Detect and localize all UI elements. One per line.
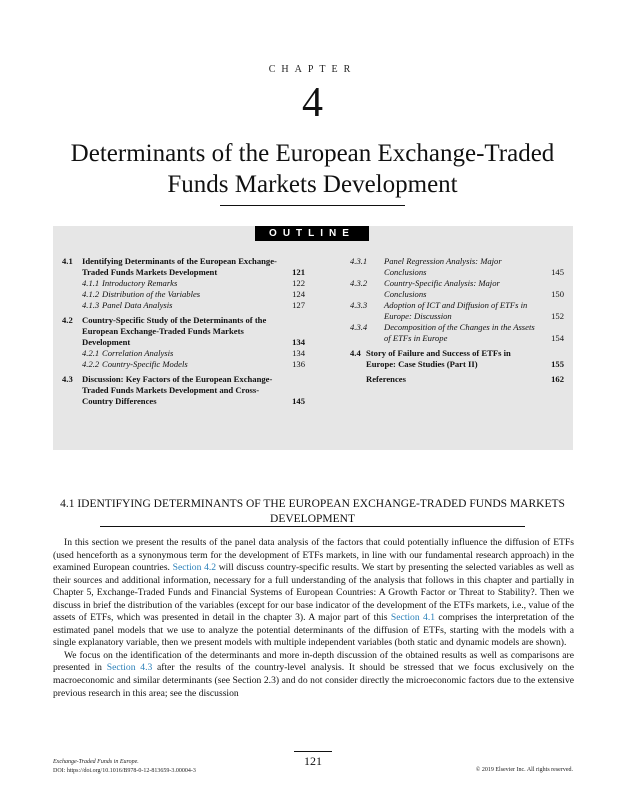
outline-entry[interactable] xyxy=(350,278,564,300)
outline-entry[interactable] xyxy=(62,359,305,370)
outline-entry[interactable] xyxy=(350,256,564,278)
outline-entry-page: 134 xyxy=(292,337,305,347)
outline-entry-number: 4.2.2 xyxy=(82,359,100,369)
footer-citation xyxy=(53,758,293,776)
outline-entry-title: Country-Specific Analysis: Major Conclusions xyxy=(384,278,500,299)
outline-entry-number: 4.2.1 xyxy=(82,348,100,358)
outline-entry-title: Decomposition of the Changes in the Assets of ETFs in Europe xyxy=(384,322,535,343)
outline-entry-number: 4.1.1 xyxy=(82,278,100,288)
section-heading: 4.1 IDENTIFYING DETERMINANTS OF THE EUROPEAN EXCHANGE-TRADED FUNDS MARKETS DEVELOPMENT xyxy=(60,498,565,525)
chapter-number: 4 xyxy=(302,80,323,126)
outline-entry-title: Panel Regression Analysis: Major Conclusions xyxy=(384,256,502,277)
outline-entry-title: Country-Specific Models xyxy=(102,359,188,369)
outline-entry-title: Discussion: Key Factors of the European Exchange-Traded Funds Markets Development and Cross-Country Differences xyxy=(82,374,273,406)
outline-entry-number: 4.3.3 xyxy=(350,300,368,310)
outline-entry-title: Distribution of the Variables xyxy=(102,289,201,299)
outline-entry-title: Adoption of ICT and Diffusion of ETFs in Europe: Discussion xyxy=(384,300,528,321)
outline-entry-title: Panel Data Analysis xyxy=(102,300,173,310)
outline-entry-title: Introductory Remarks xyxy=(102,278,178,288)
outline-entry-page: 122 xyxy=(292,278,305,288)
outline-tab: OUTLINE xyxy=(255,226,369,241)
p1-text-b: will discuss country-specific results. We start by presenting the selected variables as well as their sources and additional information, necessary for a full understanding of the analysis that follows in this chapter and partially in Chapter 5, Exchange-Traded Funds and Financial Systems of European Countries: A Growth Factor or Threat to Stability?. Then we discuss in brief the distribution of the variables (except for our base indicator of the development of the ETFs markets, i.e., value of the assets of ETFs, which was presented in detail in the chapter 3). A major part of this xyxy=(53,562,575,624)
p1-text-a: In this section we present the results of the panel data analysis of the factors that could potentially influence the diffusion of ETFs (used henceforth as a synonymous term for the development of ETFs markets, in line with our fundamental research approach) in the examined European countries. xyxy=(53,537,574,574)
outline-entry-number: 4.3.4 xyxy=(350,322,368,332)
page-number: 121 xyxy=(304,754,322,768)
outline-entry-title: Identifying Determinants of the European Exchange-Traded Funds Markets Development xyxy=(82,256,277,277)
section-4-1-link[interactable]: Section 4.1 xyxy=(390,612,436,624)
outline-entry-number: 4.3.2 xyxy=(350,278,368,288)
outline-entry[interactable] xyxy=(62,374,305,407)
outline-entry[interactable] xyxy=(350,348,564,370)
section-4-2-link[interactable]: Section 4.2 xyxy=(172,562,217,574)
copyright: © 2019 Elsevier Inc. All rights reserved. xyxy=(475,767,573,773)
outline-entry[interactable] xyxy=(62,300,305,311)
chapter-title: Determinants of the European Exchange-Traded Funds Markets Development xyxy=(70,140,555,198)
footer-doi[interactable]: DOI: https://doi.org/10.1016/B978-0-12-813659-3.00004-3 xyxy=(53,768,196,774)
outline-entry-number: 4.3 xyxy=(62,374,73,384)
footer-journal: Exchange-Traded Funds in Europe. xyxy=(53,759,139,765)
outline-entry-page: 134 xyxy=(292,348,305,358)
outline-entry[interactable] xyxy=(62,289,305,300)
outline-entry[interactable] xyxy=(62,315,305,348)
outline-entry-page: 145 xyxy=(292,396,305,406)
body-text xyxy=(53,537,574,700)
footer-rule xyxy=(294,751,332,752)
outline-entry-title: References xyxy=(366,374,406,384)
outline-entry[interactable] xyxy=(62,256,305,278)
outline-column-right xyxy=(350,256,564,385)
section-4-3-link[interactable]: Section 4.3 xyxy=(106,662,153,674)
p1-text-c: comprises the interpretation of the estimated panel models that we use to analyze the potential determinants of the diffusion of ETFs, starting with the models with a single explanatory variable, then we present models with multiple independent variables (both static and dynamic models are shown). xyxy=(53,612,574,649)
outline-entry-page: 121 xyxy=(292,267,305,277)
outline-column-left xyxy=(62,256,305,407)
chapter-label: CHAPTER xyxy=(268,64,357,75)
outline-entry-page: 150 xyxy=(551,289,564,299)
outline-entry[interactable] xyxy=(350,374,564,385)
outline-entry-number: 4.1 xyxy=(62,256,73,266)
outline-entry-page: 152 xyxy=(551,311,564,321)
p2-text-b: after the results of the country-level analysis. It should be stressed that we focus exclusively on the macroeconomic and similar determinants (see Section 2.3) and do not consider directly the microeconomic factors due to the extensive previous research in this area; see the discussion xyxy=(53,662,574,699)
outline-entry-page: 124 xyxy=(292,289,305,299)
section-rule xyxy=(100,526,525,527)
outline-entry-page: 154 xyxy=(551,333,564,343)
outline-entry-page: 162 xyxy=(551,374,564,384)
p2-text-a: We focus on the identification of the determinants and more in-depth discussion of the obtained results as well as comparisons are presented in xyxy=(53,649,574,674)
outline-entry-page: 145 xyxy=(551,267,564,277)
outline-entry[interactable] xyxy=(62,278,305,289)
outline-entry-page: 127 xyxy=(292,300,305,310)
outline-entry[interactable] xyxy=(350,300,564,322)
outline-entry-number: 4.4 xyxy=(350,348,361,358)
outline-entry-title: Correlation Analysis xyxy=(102,348,174,358)
outline-entry[interactable] xyxy=(350,322,564,344)
outline-entry-title: Story of Failure and Success of ETFs in Europe: Case Studies (Part II) xyxy=(366,348,511,369)
outline-entry-number: 4.2 xyxy=(62,315,73,325)
paragraph-2 xyxy=(53,650,574,700)
paragraph-1 xyxy=(53,537,574,650)
outline-entry-number: 4.1.2 xyxy=(82,289,100,299)
outline-entry-page: 136 xyxy=(292,359,305,369)
outline-entry-number: 4.1.3 xyxy=(82,300,100,310)
title-rule xyxy=(220,205,405,206)
outline-entry-page: 155 xyxy=(551,359,564,369)
outline-entry-title: Country-Specific Study of the Determinants of the European Exchange-Traded Funds Markets Development xyxy=(82,315,267,347)
outline-entry[interactable] xyxy=(62,348,305,359)
outline-entry-number: 4.3.1 xyxy=(350,256,368,266)
